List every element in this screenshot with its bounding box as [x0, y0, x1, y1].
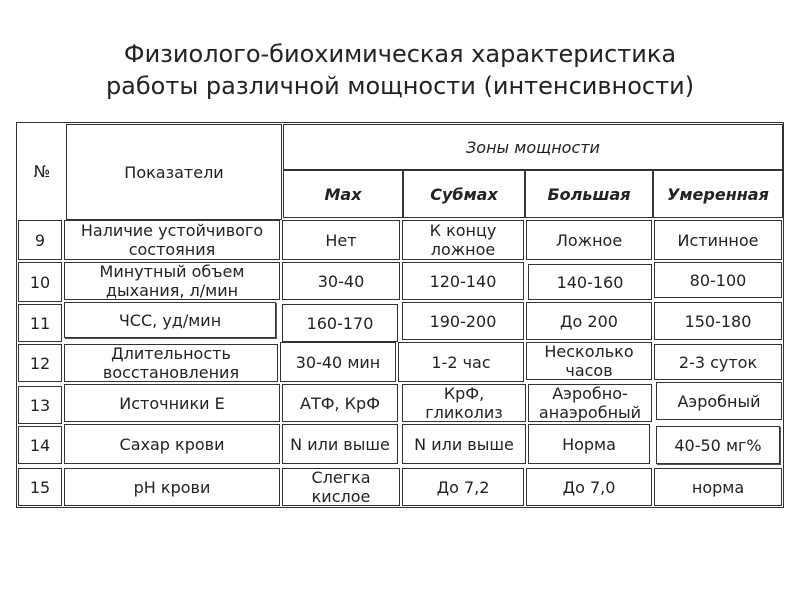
row-10-large: 140-160	[528, 264, 652, 300]
row-9-large: Ложное	[526, 220, 652, 260]
row-11-submax: 190-200	[402, 302, 524, 340]
row-15-submax: До 7,2	[402, 468, 524, 506]
header-zone-large: Большая	[525, 170, 653, 218]
header-zone-moderate: Умеренная	[653, 170, 783, 218]
row-15-moderate: норма	[654, 468, 782, 506]
row-13-moderate: Аэробный	[656, 382, 782, 420]
row-13-max: АТФ, КрФ	[282, 384, 398, 422]
title-line-2: работы различной мощности (интенсивности)	[105, 72, 695, 100]
title-line-1: Физиолого-биохимическая характеристика	[123, 40, 677, 68]
row-15-number: 15	[18, 468, 62, 506]
page-title	[0, 38, 800, 102]
row-9-number: 9	[18, 220, 62, 260]
row-11-max: 160-170	[282, 304, 398, 342]
row-9-max: Нет	[282, 220, 400, 260]
row-14-submax: N или выше	[402, 424, 526, 464]
row-12-max: 30-40 мин	[280, 342, 396, 382]
row-9-submax: К концу ложное	[402, 220, 524, 260]
row-15-max: Слегка кислое	[282, 468, 400, 506]
header-zone-submax: Субмах	[403, 170, 525, 218]
row-14-moderate: 40-50 мг%	[656, 426, 780, 464]
header-power-zones: Зоны мощности	[283, 124, 783, 170]
row-10-submax: 120-140	[402, 262, 524, 300]
row-15-large: До 7,0	[526, 468, 652, 506]
row-9-moderate: Истинное	[654, 220, 782, 260]
row-10-moderate: 80-100	[654, 262, 782, 298]
header-zone-max: Max	[283, 170, 403, 218]
row-14-large: Норма	[528, 424, 650, 464]
row-11-number: 11	[18, 304, 62, 342]
row-12-submax: 1-2 час	[398, 342, 524, 382]
row-13-indicator: Источники Е	[64, 384, 280, 422]
row-12-indicator: Длительность восстановления	[64, 344, 278, 382]
row-11-moderate: 150-180	[654, 302, 782, 340]
header-indicators: Показатели	[66, 124, 282, 220]
row-9-indicator: Наличие устойчивого состояния	[64, 220, 280, 260]
row-14-max: N или выше	[282, 424, 398, 464]
row-15-indicator: рН крови	[64, 468, 280, 506]
header-number: №	[18, 124, 66, 218]
row-12-large: Несколько часов	[526, 342, 652, 380]
row-12-number: 12	[18, 344, 62, 382]
row-14-number: 14	[18, 426, 62, 464]
row-11-indicator: ЧСС, уд/мин	[64, 302, 276, 338]
row-13-number: 13	[18, 386, 62, 424]
row-10-max: 30-40	[282, 262, 400, 300]
row-12-moderate: 2-3 суток	[654, 344, 782, 380]
row-14-indicator: Сахар крови	[64, 424, 280, 464]
row-10-number: 10	[18, 262, 62, 302]
row-13-large: Аэробно-анаэробный	[528, 384, 652, 422]
row-13-submax: КрФ, гликолиз	[402, 384, 526, 422]
row-11-large: До 200	[526, 302, 652, 340]
row-10-indicator: Минутный объем дыхания, л/мин	[64, 262, 280, 300]
